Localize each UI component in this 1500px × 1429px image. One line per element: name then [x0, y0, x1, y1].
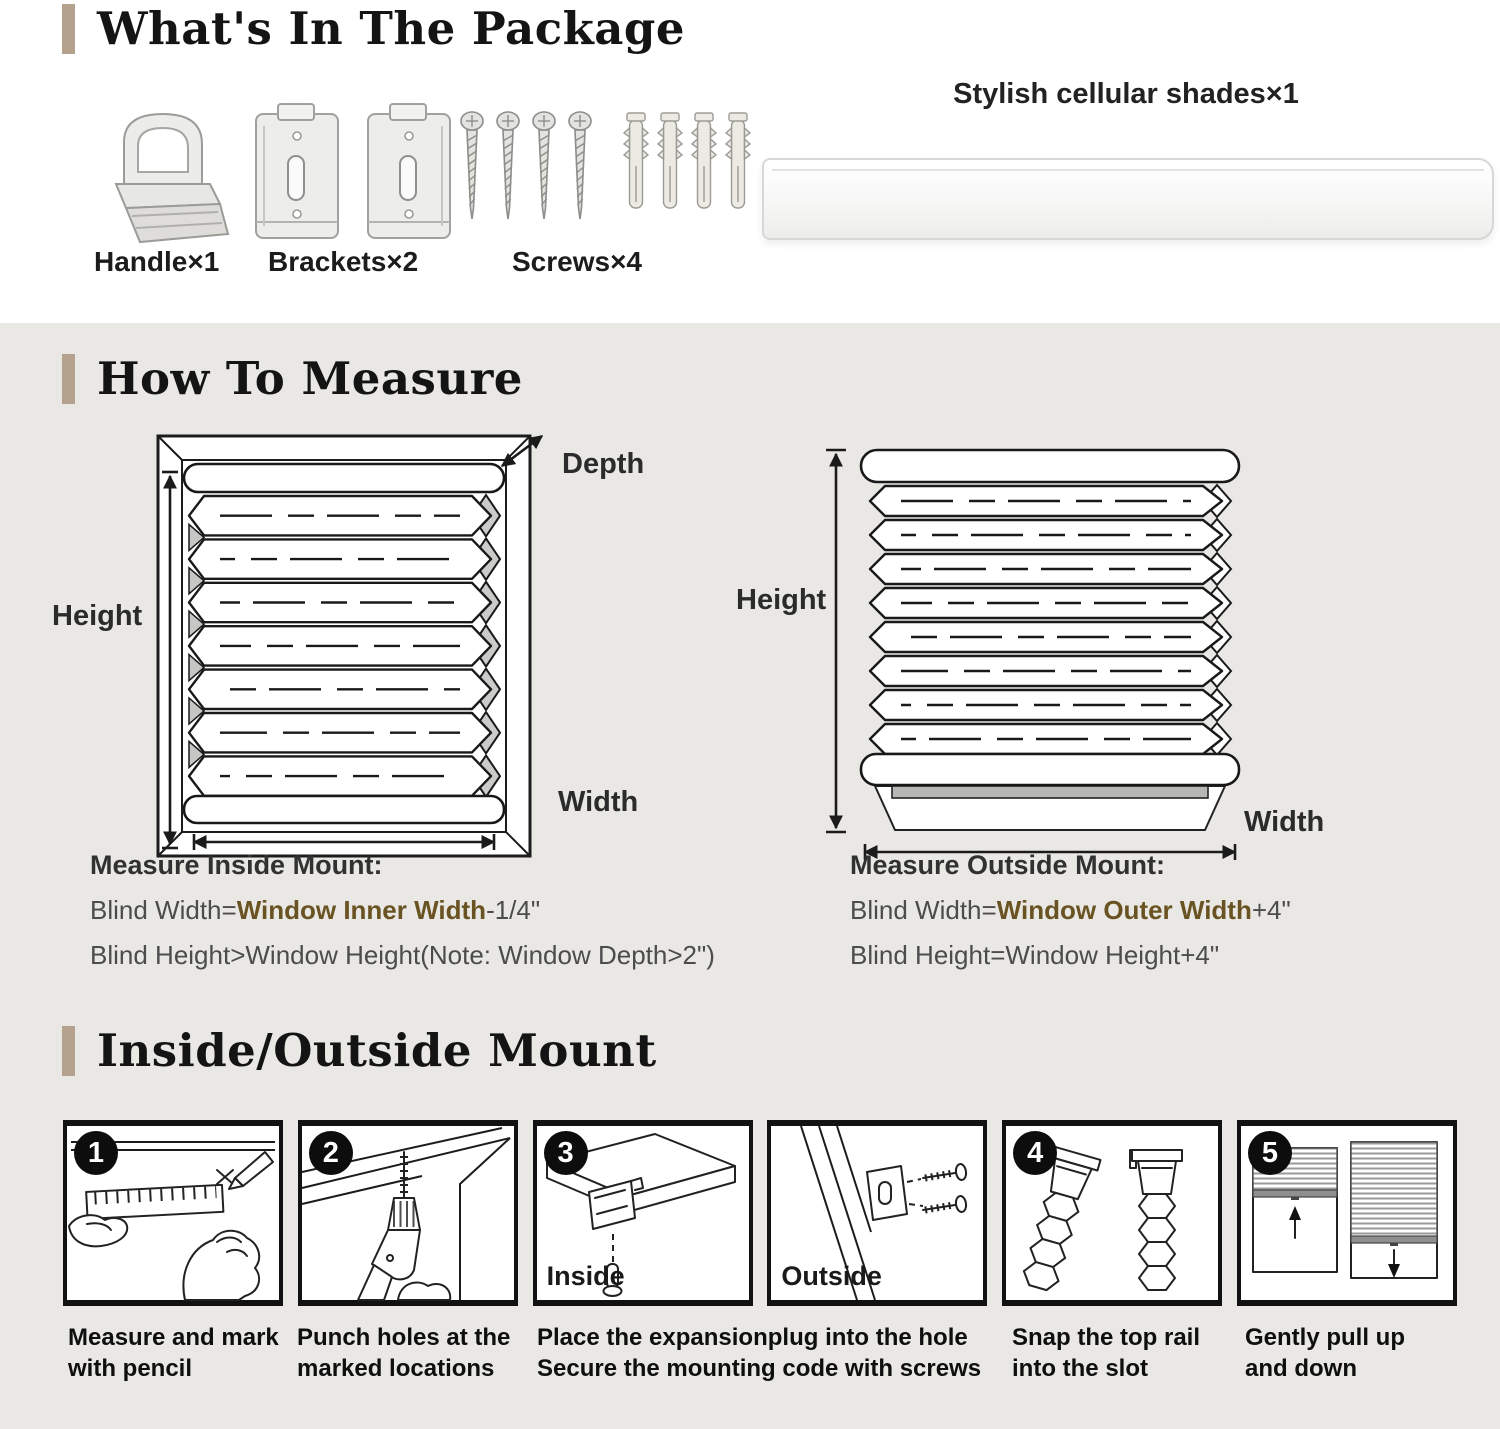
step-caption-2 — [297, 1322, 510, 1384]
step-number-badge: 5 — [1248, 1131, 1292, 1175]
caption-line: Snap the top rail — [1012, 1324, 1201, 1351]
step-caption-1 — [68, 1322, 279, 1384]
step-panel-2 — [298, 1120, 518, 1306]
formula-highlight: Window Outer Width — [996, 895, 1252, 925]
caption-line: with pencil — [68, 1355, 193, 1382]
formula-prefix: Blind Width= — [850, 895, 997, 925]
caption-line: Secure the mounting code with screws — [537, 1355, 982, 1382]
packed-shade-image — [762, 158, 1494, 240]
accent-bar — [62, 1026, 75, 1076]
package-title: What's In The Package — [97, 2, 686, 55]
screws-anchors-illustration — [456, 106, 748, 246]
screws-label: Screws×4 — [512, 246, 642, 277]
step-caption-3 — [537, 1322, 981, 1384]
handle-illustration — [86, 106, 246, 246]
inside-mount-instructions — [90, 850, 810, 971]
caption-line: into the slot — [1012, 1355, 1148, 1382]
step-number-badge: 1 — [74, 1131, 118, 1175]
caption-line: Place the expansionplug into the hole — [537, 1324, 968, 1351]
step-caption-4 — [1012, 1322, 1200, 1384]
step-panel-1 — [63, 1120, 283, 1306]
outside-width-label: Width — [1244, 806, 1325, 838]
inside-width-formula — [90, 895, 810, 926]
mount-title: Inside/Outside Mount — [97, 1024, 657, 1077]
caption-line: Punch holes at the — [297, 1324, 511, 1351]
step-number-badge: 3 — [544, 1131, 588, 1175]
outside-height-formula: Blind Height=Window Height+4" — [850, 940, 1220, 970]
inside-mount-heading: Measure Inside Mount: — [90, 850, 383, 880]
brackets-illustration — [250, 102, 460, 248]
outside-height-label: Height — [736, 584, 827, 616]
handle-label: Handle×1 — [94, 246, 220, 277]
mount-section-heading — [62, 1024, 657, 1077]
outside-mount-heading: Measure Outside Mount: — [850, 850, 1166, 880]
measure-section-heading — [62, 352, 523, 405]
step-caption-5 — [1245, 1322, 1405, 1384]
caption-line: marked locations — [297, 1355, 495, 1382]
formula-suffix: +4" — [1251, 895, 1291, 925]
step-panel-5 — [1237, 1120, 1457, 1306]
package-section-heading — [62, 2, 685, 55]
brackets-label: Brackets×2 — [268, 246, 419, 277]
measure-title: How To Measure — [97, 352, 523, 405]
formula-prefix: Blind Width= — [90, 895, 237, 925]
outside-width-formula — [850, 895, 1500, 926]
step-panel-4 — [1002, 1120, 1222, 1306]
step-number-badge: 4 — [1013, 1131, 1057, 1175]
inside-panel-label: Inside — [546, 1261, 625, 1291]
inside-width-label: Width — [558, 786, 639, 818]
accent-bar — [62, 354, 75, 404]
step-panel-outside — [767, 1120, 987, 1306]
inside-depth-label: Depth — [562, 448, 645, 480]
outside-panel-label: Outside — [781, 1261, 882, 1291]
outside-mount-instructions — [850, 850, 1500, 971]
shade-package-label: Stylish cellular shades×1 — [953, 78, 1299, 110]
formula-suffix: -1/4" — [486, 895, 541, 925]
inside-height-formula: Blind Height>Window Height(Note: Window Depth>2") — [90, 940, 715, 970]
step-panel-3 — [533, 1120, 753, 1306]
formula-highlight: Window Inner Width — [236, 895, 487, 925]
caption-line: and down — [1245, 1355, 1357, 1382]
accent-bar — [62, 4, 75, 54]
caption-line: Measure and mark — [68, 1324, 279, 1351]
inside-height-label: Height — [52, 600, 143, 632]
caption-line: Gently pull up — [1245, 1324, 1405, 1351]
mount-steps-row — [63, 1120, 1457, 1306]
step-number-badge: 2 — [309, 1131, 353, 1175]
